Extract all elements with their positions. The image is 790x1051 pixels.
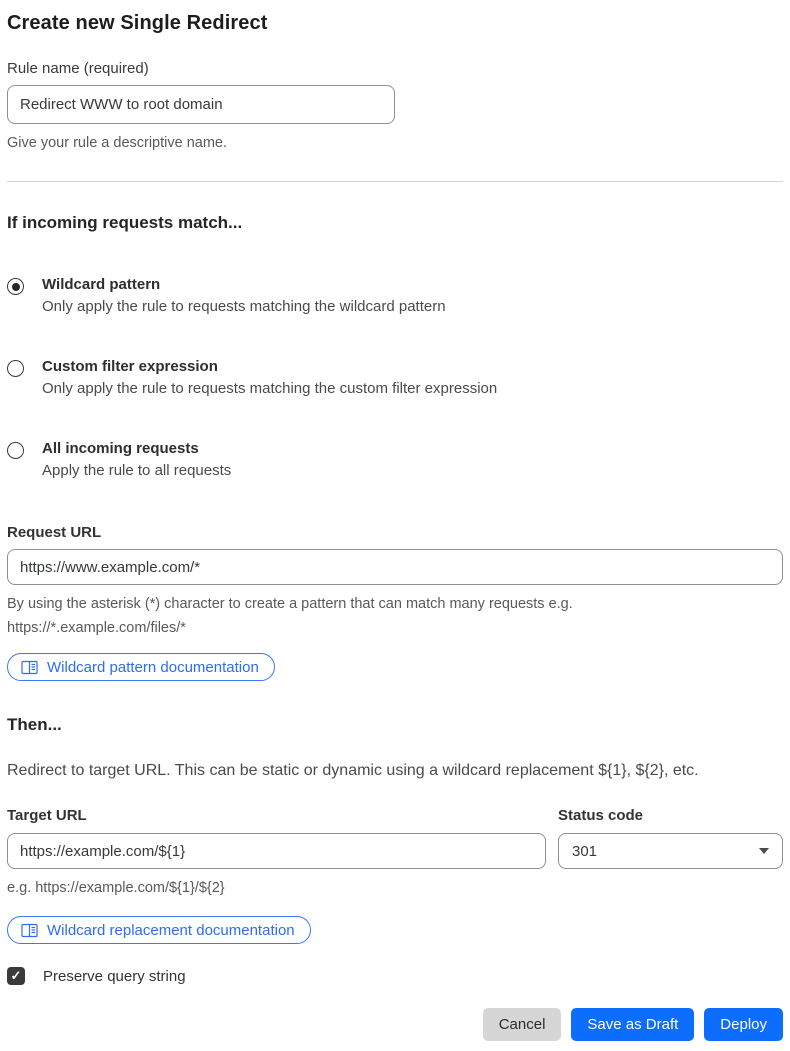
request-url-helper: By using the asterisk (*) character to create a pattern that can match many requests e.g. https://*.example.com/files/* bbox=[7, 596, 573, 636]
radio-button-icon[interactable] bbox=[7, 360, 24, 377]
radio-option-all-incoming-requests[interactable] bbox=[7, 440, 783, 479]
radio-option-custom-filter-expression[interactable] bbox=[7, 358, 783, 397]
request-url-input[interactable] bbox=[7, 549, 783, 585]
page-title: Create new Single Redirect bbox=[7, 12, 268, 34]
section-divider bbox=[7, 181, 783, 182]
radio-label[interactable]: Custom filter expression bbox=[42, 358, 218, 375]
deploy-button[interactable]: Deploy bbox=[704, 1008, 783, 1041]
preserve-query-string-row[interactable] bbox=[7, 967, 783, 985]
match-section-heading: If incoming requests match... bbox=[7, 213, 243, 232]
radio-button-icon[interactable] bbox=[7, 442, 24, 459]
status-code-label: Status code bbox=[558, 807, 644, 824]
book-icon bbox=[21, 660, 38, 675]
wildcard-replacement-documentation-button[interactable] bbox=[7, 916, 311, 944]
radio-label[interactable]: All incoming requests bbox=[42, 440, 199, 457]
radio-option-wildcard-pattern[interactable] bbox=[7, 276, 783, 315]
target-url-input[interactable] bbox=[7, 833, 546, 869]
request-url-label: Request URL bbox=[7, 524, 102, 541]
status-code-select[interactable] bbox=[558, 833, 783, 869]
status-code-value: 301 bbox=[572, 842, 598, 860]
cancel-button[interactable]: Cancel bbox=[483, 1008, 562, 1041]
doc-button-label: Wildcard replacement documentation bbox=[47, 921, 295, 939]
rule-name-input[interactable] bbox=[7, 85, 395, 124]
book-icon bbox=[21, 923, 38, 938]
doc-button-label: Wildcard pattern documentation bbox=[47, 658, 259, 676]
rule-name-helper: Give your rule a descriptive name. bbox=[7, 135, 228, 151]
target-url-label: Target URL bbox=[7, 807, 87, 824]
save-as-draft-button[interactable]: Save as Draft bbox=[571, 1008, 694, 1041]
then-section-heading: Then... bbox=[7, 715, 62, 734]
preserve-query-string-label[interactable]: Preserve query string bbox=[43, 967, 186, 985]
caret-down-icon bbox=[759, 848, 769, 854]
rule-name-label: Rule name (required) bbox=[7, 60, 149, 77]
radio-description: Only apply the rule to requests matching the custom filter expression bbox=[42, 380, 498, 397]
then-description: Redirect to target URL. This can be static or dynamic using a wildcard replacement ${1}, ${2}, etc. bbox=[7, 762, 699, 779]
radio-description: Only apply the rule to requests matching the wildcard pattern bbox=[42, 298, 446, 315]
radio-label[interactable]: Wildcard pattern bbox=[42, 276, 161, 293]
radio-description: Apply the rule to all requests bbox=[42, 462, 232, 479]
footer-actions bbox=[7, 1008, 783, 1041]
target-url-helper: e.g. https://example.com/${1}/${2} bbox=[7, 880, 225, 896]
radio-button-icon[interactable] bbox=[7, 278, 24, 295]
wildcard-pattern-documentation-button[interactable] bbox=[7, 653, 275, 681]
checkbox-checkmark-icon[interactable]: ✓ bbox=[7, 967, 25, 985]
